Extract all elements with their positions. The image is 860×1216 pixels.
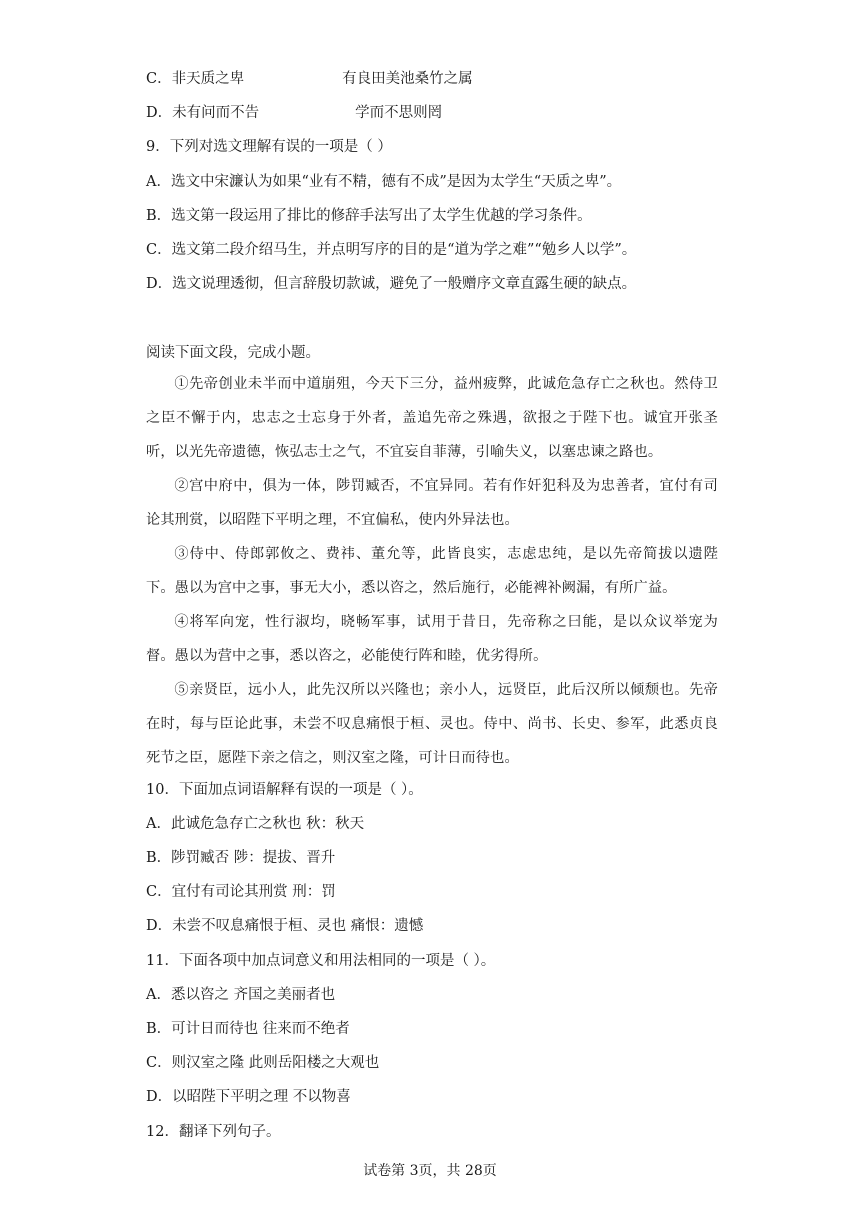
q8-option-c-right: 有良田美池桑竹之属 [342,71,473,87]
passage-paragraph-1: ①先帝创业未半而中道崩殂，今天下三分，益州疲弊，此诚危急存亡之秋也。然侍卫之臣不懈于内，忠志之士忘身于外者，盖追先帝之殊遇，欲报之于陛下也。诚宜开张圣听，以光先帝遗德，恢弘志士之气，不宜妄自菲薄，引喻失义，以塞忠谏之路也。 [146,376,718,460]
passage-paragraph-5: ⑤亲贤臣，远小人，此先汉所以兴隆也；亲小人，远贤臣，此后汉所以倾颓也。先帝在时，每与臣论此事，未尝不叹息痛恨于桓、灵也。侍中、尚书、长史、参军，此悉贞良死节之臣，愿陛下亲之信之，则汉室之隆，可计日而待也。 [146,682,718,766]
q8-option-d-right: 学而不思则罔 [355,105,443,121]
passage-paragraph-3: ③侍中、侍郎郭攸之、费祎、董允等，此皆良实，志虑忠纯，是以先帝简拔以遗陛下。愚以为宫中之事，事无大小，悉以咨之，然后施行，必能裨补阙漏，有所广益。 [146,546,718,596]
q9-stem: 9．下列对选文理解有误的一项是（ ） [146,139,392,155]
q11-option-b: B．可计日而待也 往来而不绝者 [146,1021,350,1037]
page-footer: 试卷第 3页，共 28页 [363,1163,497,1179]
q8-option-c [146,69,473,89]
q11-option-a: A．悉以咨之 齐国之美丽者也 [146,987,336,1003]
q11-option-d: D．以昭陛下平明之理 不以物喜 [146,1089,351,1105]
q11-stem: 11．下面各项中加点词意义和用法相同的一项是（ ）。 [146,953,496,969]
q10-option-c: C．宜付有司论其刑赏 刑：罚 [146,884,336,900]
passage [146,367,718,775]
q9-option-b: B．选文第一段运用了排比的修辞手法写出了太学生优越的学习条件。 [146,208,592,224]
q9-option-a: A．选文中宋濂认为如果“业有不精，德有不成”是因为太学生“天质之卑”。 [146,174,622,190]
q10-option-a: A．此诚危急存亡之秋也 秋：秋天 [146,816,365,832]
q8-option-d [146,103,442,123]
q10-option-d: D．未尝不叹息痛恨于桓、灵也 痛恨：遗憾 [146,918,424,934]
q8-option-d-left: D．未有问而不告 [146,105,260,121]
q9-option-c: C．选文第二段介绍马生，并点明写序的目的是“道为学之难”“勉乡人以学”。 [146,242,637,258]
q10-stem: 10．下面加点词语解释有误的一项是（ ）。 [146,782,423,798]
q8-option-c-left: C．非天质之卑 [146,71,245,87]
reading-intro: 阅读下面文段，完成小题。 [146,345,320,361]
q12-stem: 12．翻译下列句子。 [146,1124,281,1140]
q11-option-c: C．则汉室之隆 此则岳阳楼之大观也 [146,1055,380,1071]
passage-paragraph-2: ②宫中府中，俱为一体，陟罚臧否，不宜异同。若有作奸犯科及为忠善者，宜付有司论其刑赏，以昭陛下平明之理，不宜偏私，使内外异法也。 [146,478,718,528]
q9-option-d: D．选文说理透彻，但言辞殷切款诚，避免了一般赠序文章直露生硬的缺点。 [146,276,637,292]
q10-option-b: B．陟罚臧否 陟：提拔、晋升 [146,850,336,866]
passage-paragraph-4: ④将军向宠，性行淑均，晓畅军事，试用于昔日，先帝称之曰能，是以众议举宠为督。愚以为营中之事，悉以咨之，必能使行阵和睦，优劣得所。 [146,614,718,664]
